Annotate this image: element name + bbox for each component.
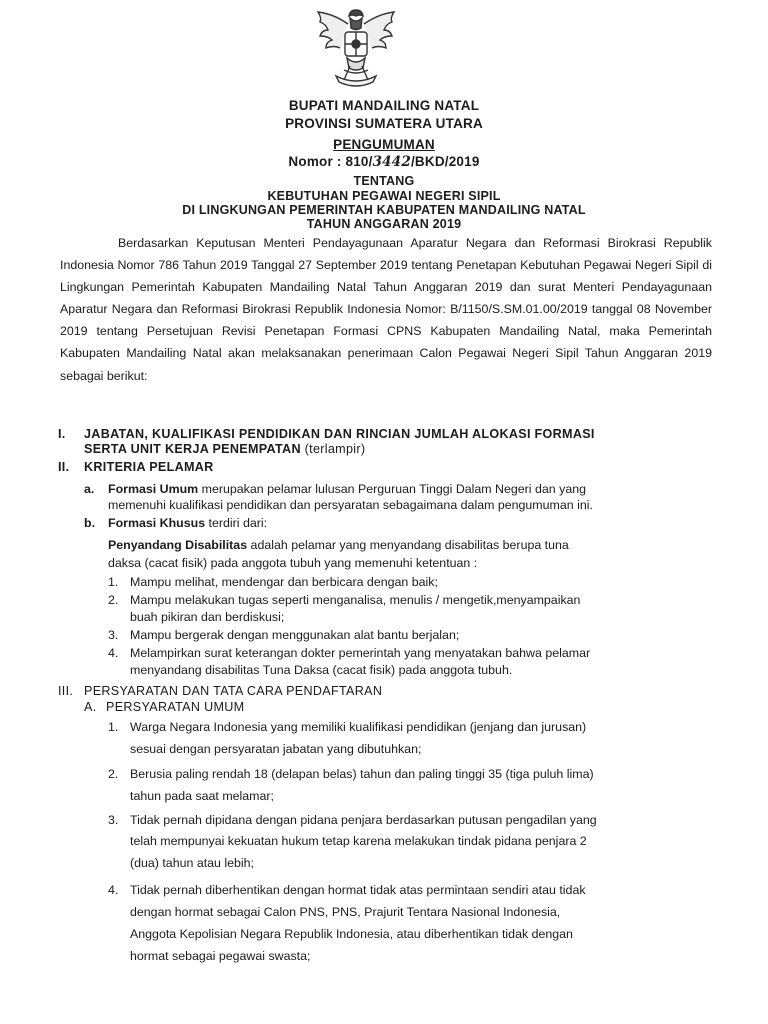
requirement-3-text1: Tidak pernah dipidana dengan pidana penjara berdasarkan putusan pengadilan yang xyxy=(130,813,597,827)
announcement-number xyxy=(0,154,768,170)
about-label: TENTANG xyxy=(353,174,415,188)
disability-text1: adalah pelamar yang menyandang disabilitas berupa tuna xyxy=(250,538,569,552)
section-1-number: I. xyxy=(58,427,66,441)
item-b-mark: b. xyxy=(84,516,96,530)
disability-line2: daksa (cacat fisik) pada anggota tubuh yang memenuhi ketentuan : xyxy=(108,556,478,570)
subject-line-3: TAHUN ANGGARAN 2019 xyxy=(306,217,462,231)
section-1-note: (terlampir) xyxy=(304,442,366,456)
item-a-text1: merupakan pelamar lulusan Perguruan Tinggi Dalam Negeri dan yang xyxy=(201,482,586,496)
number-handwritten: 3442 xyxy=(372,154,411,170)
requirement-1-text2: sesuai dengan persyaratan jabatan yang dibutuhkan; xyxy=(130,742,422,756)
requirement-2-number: 2. xyxy=(108,767,119,781)
criteria-item-1-text: Mampu melihat, mendengar dan berbicara dengan baik; xyxy=(130,575,438,589)
section-3-title: PERSYARATAN DAN TATA CARA PENDAFTARAN xyxy=(84,684,383,698)
item-b-line xyxy=(108,516,267,530)
requirement-4-text2: dengan hormat sebagai Calon PNS, PNS, Prajurit Tentara Nasional Indonesia, xyxy=(130,905,561,919)
section-2-title: KRITERIA PELAMAR xyxy=(84,460,214,474)
item-a-line1 xyxy=(108,482,586,496)
criteria-item-2-number: 2. xyxy=(108,593,119,607)
subject-line-1: KEBUTUHAN PEGAWAI NEGERI SIPIL xyxy=(267,189,501,203)
regent-title: BUPATI MANDAILING NATAL xyxy=(288,98,480,113)
requirement-4-text4: hormat sebagai pegawai swasta; xyxy=(130,949,311,963)
criteria-item-4-text1: Melampirkan surat keterangan dokter pemerintah yang menyatakan bahwa pelamar xyxy=(130,646,591,660)
criteria-item-2-text1: Mampu melakukan tugas seperti menganalisa, menulis / mengetik,menyampaikan xyxy=(130,593,581,607)
requirement-2-text2: tahun pada saat melamar; xyxy=(130,789,274,803)
disability-bold: Penyandang Disabilitas xyxy=(108,538,248,552)
item-a-bold: Formasi Umum xyxy=(108,482,199,496)
requirement-2-text1: Berusia paling rendah 18 (delapan belas) tahun dan paling tinggi 35 (tiga puluh lima) xyxy=(130,767,594,781)
announcement-title: PENGUMUMAN xyxy=(333,137,435,152)
section-2-number: II. xyxy=(58,460,70,474)
requirement-1-text1: Warga Negara Indonesia yang memiliki kualifikasi pendidikan (jenjang dan jurusan) xyxy=(130,720,587,734)
requirement-3-text3: (dua) tahun atau lebih; xyxy=(130,856,254,870)
item-a-mark: a. xyxy=(84,482,95,496)
criteria-item-3-number: 3. xyxy=(108,628,119,642)
number-suffix: /BKD/2019 xyxy=(410,154,480,169)
disability-line1 xyxy=(108,538,569,552)
requirement-1-number: 1. xyxy=(108,720,119,734)
criteria-item-4-number: 4. xyxy=(108,646,119,660)
section-1-title-line1: JABATAN, KUALIFIKASI PENDIDIKAN DAN RINCIAN JUMLAH ALOKASI FORMASI xyxy=(84,427,595,441)
section-1-title-line2-text: SERTA UNIT KERJA PENEMPATAN xyxy=(84,442,301,456)
province-title: PROVINSI SUMATERA UTARA xyxy=(285,116,483,131)
requirement-4-text1: Tidak pernah diberhentikan dengan hormat tidak atas permintaan sendiri atau tidak xyxy=(130,883,586,897)
item-b-bold: Formasi Khusus xyxy=(108,516,206,530)
item-b-text: terdiri dari: xyxy=(208,516,268,530)
requirement-4-text3: Anggota Kepolisian Negara Republik Indonesia, atau diberhentikan tidak dengan xyxy=(130,927,573,941)
garuda-emblem-icon xyxy=(306,4,406,94)
item-a-line2: memenuhi kualifikasi pendidikan dan persyaratan sebagaimana dalam pengumuman ini. xyxy=(108,498,593,512)
requirement-4-number: 4. xyxy=(108,883,119,897)
intro-paragraph: Berdasarkan Keputusan Menteri Pendayagunaan Aparatur Negara dan Reformasi Birokrasi Republik Indonesia Nomor 786 Tahun 2019 Tanggal 27 September 2019 tentang Penetapan Kebutuhan Pegawai Negeri Sipil di Lingkungan Pemerintah Kabupaten Mandailing Natal Tahun Anggaran 2019 dan surat Menteri Pendayagunaan Aparatur Negara dan Reformasi Birokrasi Republik Indonesia Nomor: B/1150/S.SM.01.00/2019 tanggal 08 November 2019 tentang Persetujuan Revisi Penetapan Formasi CPNS Kabupaten Mandailing Natal, maka Pemerintah Kabupaten Mandailing Natal akan melaksanakan penerimaan Calon Pegawai Negeri Sipil Tahun Anggaran 2019 sebagai berikut: xyxy=(60,236,712,383)
section-3-number: III. xyxy=(58,684,74,698)
criteria-item-3-text: Mampu bergerak dengan menggunakan alat bantu berjalan; xyxy=(130,628,460,642)
subject-line-2: DI LINGKUNGAN PEMERINTAH KABUPATEN MANDAILING NATAL xyxy=(182,203,586,217)
requirement-3-text2: telah mempunyai kekuatan hukum tetap karena melakukan tindak pidana penjara 2 xyxy=(130,834,587,848)
criteria-item-2-text2: buah pikiran dan berdiskusi; xyxy=(130,610,285,624)
number-prefix: Nomor : 810/ xyxy=(288,154,373,169)
section-3-sub-a-title: PERSYARATAN UMUM xyxy=(106,700,245,714)
criteria-item-1-number: 1. xyxy=(108,575,119,589)
criteria-item-4-text2: menyandang disabilitas Tuna Daksa (cacat fisik) pada anggota tubuh. xyxy=(130,663,513,677)
section-1-title-line2 xyxy=(84,442,365,456)
section-3-sub-a-mark: A. xyxy=(84,700,97,714)
requirement-3-number: 3. xyxy=(108,813,119,827)
